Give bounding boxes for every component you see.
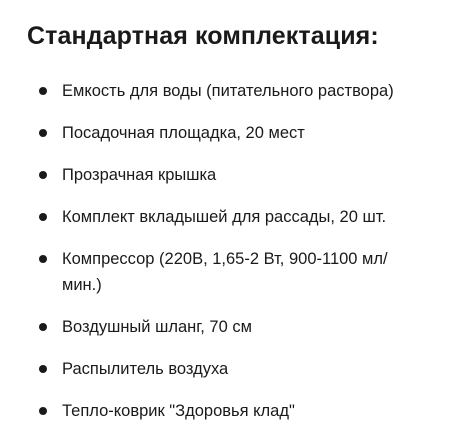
list-item-text: Емкость для воды (питательного раствора): [62, 82, 394, 100]
list-item: [0, 356, 450, 382]
list-item-text: Распылитель воздуха: [62, 360, 229, 378]
equipment-list: [0, 78, 450, 440]
list-item-text: Прозрачная крышка: [62, 166, 217, 184]
bullet-icon: [39, 87, 47, 95]
list-item: [0, 314, 450, 340]
list-item-text: Тепло-коврик "Здоровья клад": [62, 402, 295, 420]
list-item-text: Воздушный шланг, 70 см: [62, 318, 252, 336]
list-item: [0, 398, 450, 424]
bullet-icon: [39, 129, 47, 137]
bullet-icon: [39, 213, 47, 221]
list-item: [0, 246, 450, 298]
bullet-icon: [39, 171, 47, 179]
list-item-text: Комплект вкладышей для рассады, 20 шт.: [62, 208, 387, 226]
bullet-icon: [39, 323, 47, 331]
section-heading: Стандартная комплектация:: [27, 22, 379, 50]
list-item: [0, 204, 450, 230]
list-item: [0, 120, 450, 146]
list-item: [0, 78, 450, 104]
list-item-text: Посадочная площадка, 20 мест: [62, 124, 305, 142]
bullet-icon: [39, 255, 47, 263]
list-item-text: Компрессор (220В, 1,65-2 Вт, 900-1100 мл/мин.): [62, 250, 388, 294]
bullet-icon: [39, 407, 47, 415]
list-item: [0, 162, 450, 188]
bullet-icon: [39, 365, 47, 373]
